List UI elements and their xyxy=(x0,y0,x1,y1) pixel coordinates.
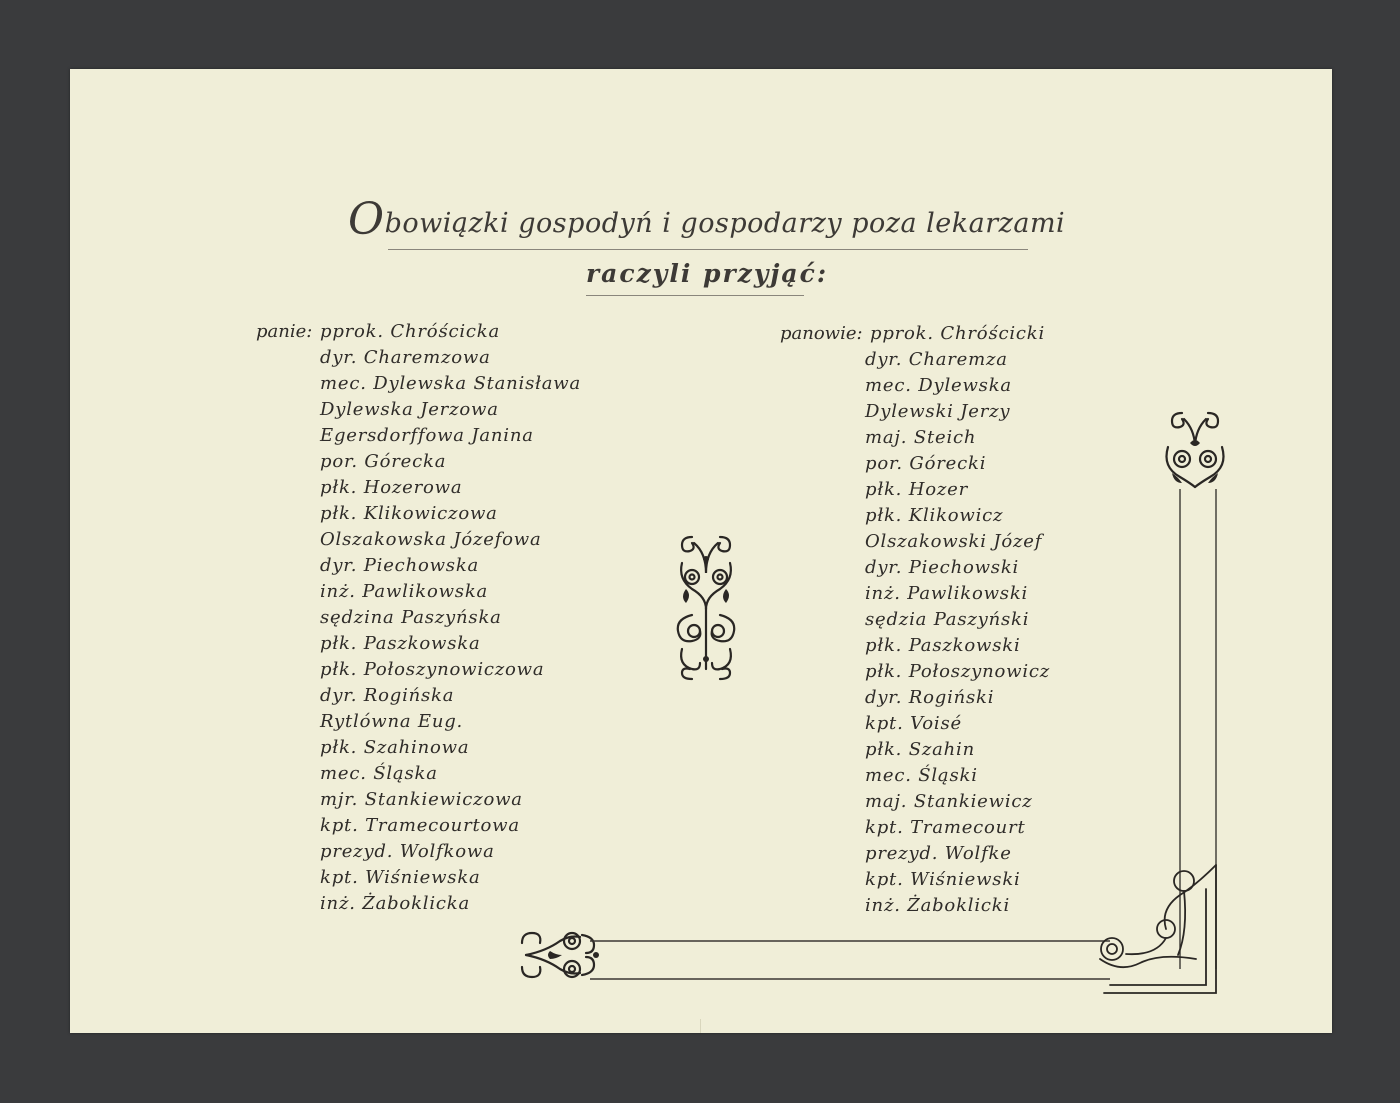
center-scroll-ornament-icon xyxy=(672,529,740,689)
gentlemen-entry: dyr. Rogiński xyxy=(865,687,995,708)
ladies-entry: inż. Pawlikowska xyxy=(320,581,489,602)
ladies-entry: Egersdorffowa Janina xyxy=(320,425,534,446)
invitation-card xyxy=(70,69,1332,1033)
ladies-entry: Olszakowska Józefowa xyxy=(320,529,542,550)
ladies-entry: mec. Dylewska Stanisława xyxy=(320,373,582,394)
gentlemen-entry: kpt. Voisé xyxy=(865,713,962,734)
gentlemen-entry: kpt. Tramecourt xyxy=(865,817,1026,838)
ladies-entry: dyr. Rogińska xyxy=(320,685,455,706)
gentlemen-entry: prezyd. Wolfke xyxy=(865,843,1012,864)
ladies-entry: Rytlówna Eug. xyxy=(320,711,464,732)
gentlemen-entry: płk. Hozer xyxy=(865,479,968,500)
bottom-left-ornament-icon xyxy=(516,927,600,983)
gentlemen-entry: maj. Stankiewicz xyxy=(865,791,1033,812)
gentlemen-entry: mec. Dylewska xyxy=(865,375,1012,396)
ladies-entry: płk. Klikowiczowa xyxy=(320,503,498,524)
heading-line-1 xyxy=(348,194,1066,245)
ladies-first-entry: pprok. Chróścicka xyxy=(320,321,501,342)
ladies-entry: sędzina Paszyńska xyxy=(320,607,502,628)
ladies-entry: por. Górecka xyxy=(320,451,447,472)
gentlemen-entry: dyr. Piechowski xyxy=(865,557,1020,578)
ladies-entry: płk. Szahinowa xyxy=(320,737,470,758)
ladies-list xyxy=(320,345,581,917)
heading-underline-2 xyxy=(586,295,804,296)
gentlemen-entry: inż. Pawlikowski xyxy=(865,583,1029,604)
heading-text: bowiązki gospodyń i gospodarzy poza lekarzami xyxy=(384,208,1066,239)
ladies-label: panie: xyxy=(256,321,313,342)
ladies-entry: płk. Połoszynowiczowa xyxy=(320,659,545,680)
ladies-entry: kpt. Tramecourtowa xyxy=(320,815,520,836)
gentlemen-entry: płk. Klikowicz xyxy=(865,505,1004,526)
gentlemen-entry: sędzia Paszyński xyxy=(865,609,1030,630)
heading-underline-1 xyxy=(388,249,1028,250)
gentlemen-entry: Olszakowski Józef xyxy=(865,531,1043,552)
ladies-entry: Dylewska Jerzowa xyxy=(320,399,499,420)
bottom-right-corner-ornament-icon xyxy=(1080,849,1220,995)
ladies-entry: mjr. Stankiewiczowa xyxy=(320,789,523,810)
heading-line-2: raczyli przyjąć: xyxy=(586,259,829,288)
gentlemen-entry: Dylewski Jerzy xyxy=(865,401,1011,422)
gentlemen-entry: maj. Steich xyxy=(865,427,977,448)
fold-mark xyxy=(700,1019,701,1033)
ladies-entry: płk. Paszkowska xyxy=(320,633,481,654)
gentlemen-label: panowie: xyxy=(780,323,863,344)
ladies-entry: kpt. Wiśniewska xyxy=(320,867,481,888)
top-right-ornament-icon xyxy=(1160,407,1230,491)
gentlemen-entry: płk. Połoszynowicz xyxy=(865,661,1051,682)
gentlemen-entry: kpt. Wiśniewski xyxy=(865,869,1021,890)
heading-initial: O xyxy=(348,194,385,245)
ladies-entry: inż. Żaboklicka xyxy=(320,893,471,914)
gentlemen-entry: mec. Śląski xyxy=(865,765,978,786)
ladies-entry: dyr. Piechowska xyxy=(320,555,480,576)
gentlemen-entry: płk. Szahin xyxy=(865,739,975,760)
gentlemen-entry: inż. Żaboklicki xyxy=(865,895,1011,916)
ladies-entry: płk. Hozerowa xyxy=(320,477,463,498)
gentlemen-entry: por. Górecki xyxy=(865,453,987,474)
ladies-entry: prezyd. Wolfkowa xyxy=(320,841,495,862)
gentlemen-first-entry: pprok. Chróścicki xyxy=(870,323,1046,344)
gentlemen-list xyxy=(865,347,1050,919)
ladies-entry: mec. Śląska xyxy=(320,763,438,784)
ladies-entry: dyr. Charemzowa xyxy=(320,347,491,368)
gentlemen-entry: płk. Paszkowski xyxy=(865,635,1021,656)
gentlemen-entry: dyr. Charemza xyxy=(865,349,1008,370)
